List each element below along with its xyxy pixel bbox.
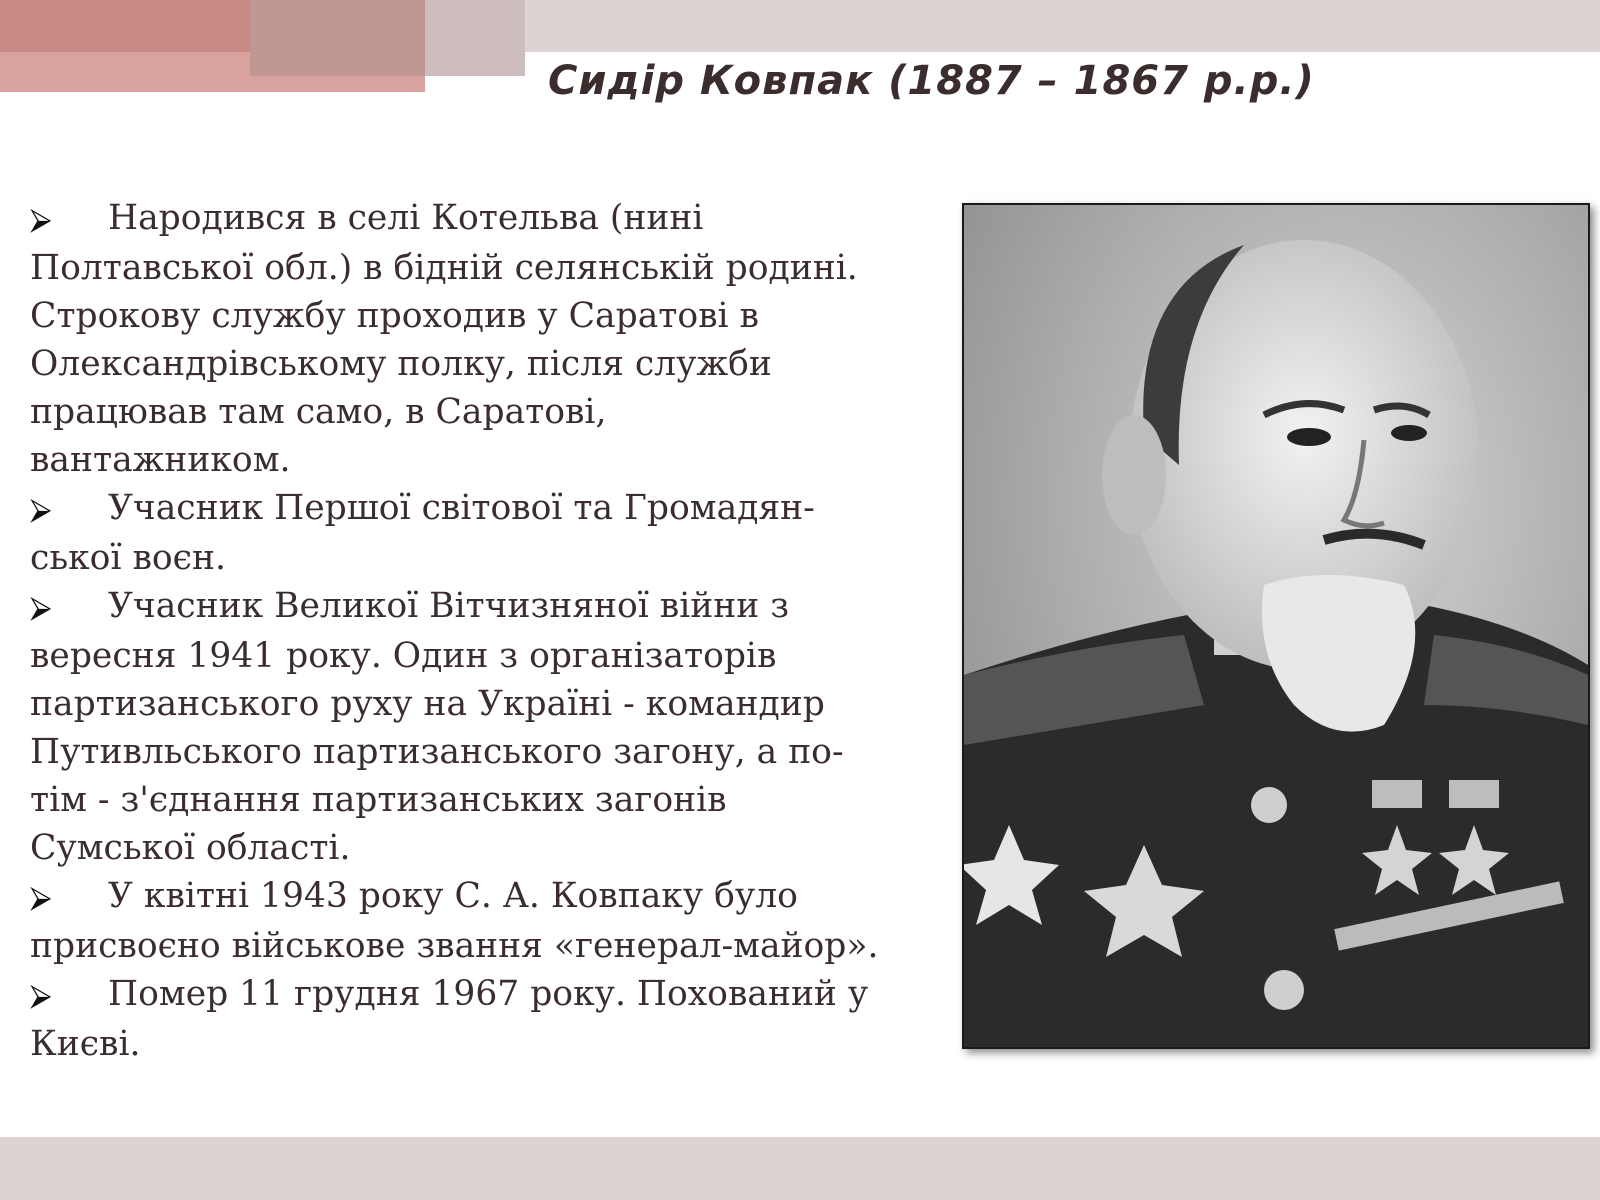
- arrowhead-bullet-icon: ⮚: [30, 880, 52, 915]
- text-line: Учасник Великої Вітчизняної війни з: [108, 586, 790, 626]
- list-item: [30, 872, 960, 970]
- list-item: [30, 970, 960, 1068]
- text-line: Києві.: [30, 1024, 141, 1064]
- text-line: Сумської області.: [30, 828, 351, 868]
- text-line: працював там само, в Саратові,: [30, 392, 607, 432]
- text-line: Олександрівському полку, після служби: [30, 344, 772, 384]
- bullet-list: [30, 194, 960, 1068]
- text-line: Народився в селі Котельва (нині: [108, 198, 704, 238]
- list-item: [30, 582, 960, 872]
- text-line: Помер 11 грудня 1967 року. Похований у: [108, 974, 869, 1014]
- top-decor-block: [425, 0, 525, 76]
- text-line: У квітні 1943 року С. А. Ковпаку було: [108, 876, 798, 916]
- list-item: [30, 484, 960, 582]
- text-line: вантажником.: [30, 440, 291, 480]
- text-line: Полтавської обл.) в бідній селянській родині.: [30, 248, 858, 288]
- list-item: [30, 194, 960, 484]
- portrait-photo: [962, 203, 1590, 1049]
- text-line: ської воєн.: [30, 538, 226, 578]
- text-line: вересня 1941 року. Один з організаторів: [30, 636, 777, 676]
- arrowhead-bullet-icon: ⮚: [30, 978, 52, 1013]
- text-line: тім - з'єднання партизанських загонів: [30, 780, 727, 820]
- arrowhead-bullet-icon: ⮚: [30, 492, 52, 527]
- text-line: Путивльського партизанського загону, а по-: [30, 732, 844, 772]
- text-line: партизанського руху на Україні - командир: [30, 684, 825, 724]
- top-decor-block: [250, 0, 425, 76]
- top-decor-block: [0, 0, 250, 52]
- portrait-photo-icon: [964, 205, 1588, 1047]
- arrowhead-bullet-icon: ⮚: [30, 590, 52, 625]
- text-line: присвоєно військове звання «генерал-майор».: [30, 926, 879, 966]
- text-line: Строкову службу проходив у Саратові в: [30, 296, 759, 336]
- arrowhead-bullet-icon: ⮚: [30, 202, 52, 237]
- bottom-decor-band: [0, 1137, 1600, 1200]
- text-line: Учасник Першої світової та Громадян-: [108, 488, 815, 528]
- slide-title: Сидір Ковпак (1887 – 1867 р.р.): [548, 58, 1315, 104]
